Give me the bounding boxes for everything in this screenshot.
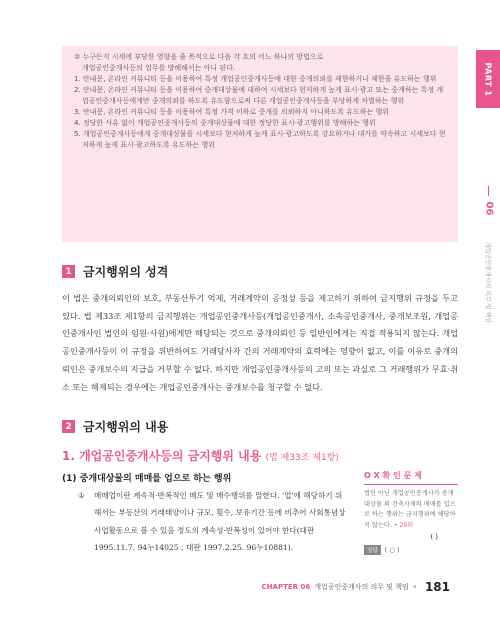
item-heading: (1) 중개대상물의 매매를 업으로 하는 행위 [62,474,232,484]
section-heading [62,263,168,280]
section-number-badge: 1 [62,265,75,278]
chapter-number: 06 [483,201,495,216]
part-label: PART 1 [483,62,493,96]
section-title: 금지행위의 내용 [83,420,169,434]
section-title: 금지행위의 성격 [83,265,169,279]
subsection-law-ref: (법 제33조 제1항) [265,453,339,463]
section-paragraph: 이 법은 중개의뢰인의 보호, 부동산투기 억제, 거래계약의 공정성 등을 제고하기 위하여 금지행위 규정을 두고 있다. 법 제33조 제1항의 금지행위는 개업공인중개사등(개업공인중개사, 소속공인중개사, 중개보조원, 개업공인중개사인 법인의 임원·사원)에게만 해당되는 것으로 중개의뢰인 등 일반인에게는 직접 적용되지 않는다. 개업공인중개사등이 이 규정을 위반하여도 거래당사자 간의 거래계약의 효력에는 영향이 없고, 이를 이유로 중개의뢰인은 중개보수의 지급을 거부할 수 없다. 하지만 개업공인중개사등의 고의 또는 과실로 그 거래행위가 무효·취소 또는 해제되는 경우에는 개업공인중개사는 중개보수를 청구할 수 없다. [62,293,458,392]
ox-quiz-title: O X 확 인 문 제 [364,470,458,485]
answer-value: ( ○ ) [384,546,400,554]
excerpt-item: 3. 안내문, 온라인 커뮤니티 등을 이용하여 특정 가격 이하로 중개를 의뢰하지 아니하도록 유도하는 행위 [74,108,390,116]
ox-question-text: 법인 아닌 개업공인중개사가 중개대상물 외 건축자재의 매매를 업으로 하는 행위는 금지행위에 해당하지 않는다. [364,490,456,529]
page-number: 181 [424,580,450,594]
answer-label: 정답 [364,545,381,555]
footer-chapter: CHAPTER 06 [261,583,311,591]
ox-answer-blank: ( ) [430,533,438,541]
section-number-badge: 2 [62,420,75,433]
list-item [78,487,346,557]
page-footer [262,580,450,594]
subsection-title [62,447,339,464]
ox-quiz-box [364,470,458,560]
chapter-divider [488,186,489,196]
ox-quiz-question [364,489,458,531]
excerpt-item: 4. 정당한 사유 없이 개업공인중개사등의 중개대상물에 대한 정당한 표시·광고행위를 방해하는 행위 [74,119,376,127]
footer-title: 개업공인중개사의 의무 및 책임 [314,583,409,591]
chapter-side-tab [479,198,497,353]
excerpt-item: 5. 개업공인중개사등에게 중개대상물을 시세보다 현저하게 높게 표시·광고하도록 강요하거나 대가를 약속하고 시세보다 현저하게 높게 표시·광고하도록 유도하는 행위 [74,130,446,149]
part-tab [476,50,500,108]
law-excerpt-box [62,46,458,242]
chapter-side-title: 개업공인중개사의 의무 및 책임 [484,241,491,324]
excerpt-line: 개업공인중개사등의 업무를 방해해서는 아니 된다. [82,64,236,72]
subsection-title-text: 1. 개업공인중개사등의 금지행위 내용 [62,449,262,463]
ox-exam-ref: • 29회 [393,521,414,529]
footer-separator: • [412,583,417,591]
list-marker: ① [78,491,85,500]
ox-answer [364,545,458,555]
section-heading [62,418,168,435]
excerpt-line: ② 누구든지 시세에 부당한 영향을 줄 목적으로 다음 각 호의 어느 하나의 방법으로 [74,53,324,61]
excerpt-item: 1. 안내문, 온라인 커뮤니티 등을 이용하여 특정 개업공인중개사등에 대한 중개의뢰를 제한하거나 제한을 유도하는 행위 [74,75,437,83]
list-item-text: 매매업이란 계속적·반복적인 매도 및 매수행위를 말한다. '업'에 해당하기 위해서는 부동산의 거래태양이나 규모, 횟수, 보유기간 등에 비추어 사회통념상 사업활동으로 볼 수 있을 정도의 계속성·반복성이 있어야 한다(대판 1995.11.7. 94누14025 ; 대판 1997.2.25. 96누10881). [94,491,346,553]
excerpt-item: 2. 안내문, 온라인 커뮤니티 등을 이용하여 중개대상물에 대하여 시세보다 현저하게 높게 표시·광고 또는 중개하는 특정 개업공인중개사등에게만 중개의뢰를 하도록 유도함으로써 다른 개업공인중개사등을 부당하게 차별하는 행위 [74,86,444,105]
